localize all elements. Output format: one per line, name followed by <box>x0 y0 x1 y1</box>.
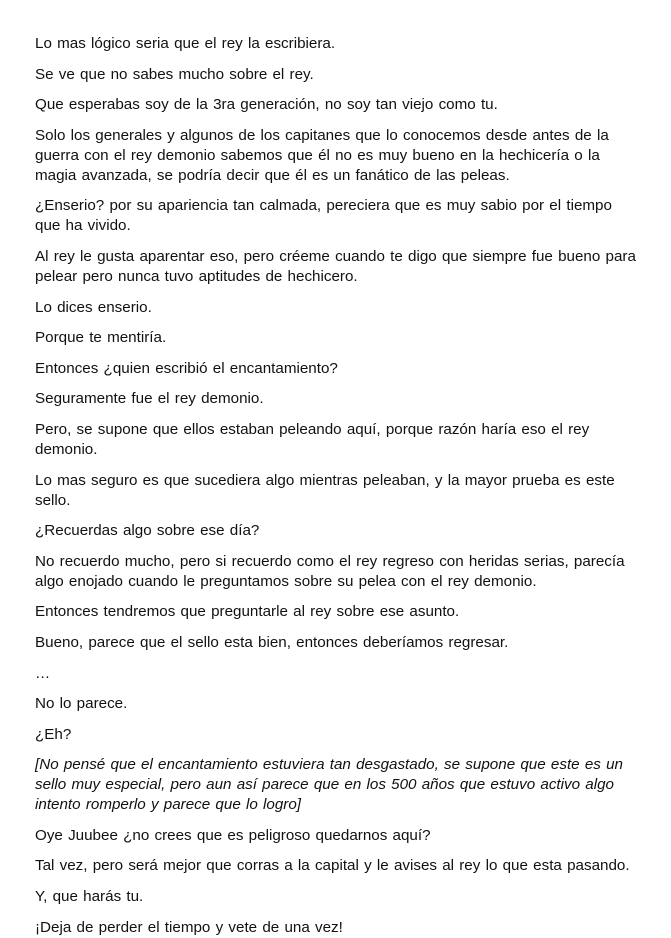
paragraph: Tal vez, pero será mejor que corras a la capital y le avises al rey lo que esta pasando. <box>35 857 630 875</box>
paragraph: Oye Juubee ¿no crees que es peligroso quedarnos aquí? <box>35 826 431 844</box>
paragraph: Solo los generales y algunos de los capitanes que lo conocemos desde antes de la guerra con el rey demonio sabemos que él no es muy bueno en la hechicería o la magia avanzada, se podría decir que él es un fanático de las peleas. <box>35 126 609 184</box>
paragraph: No recuerdo mucho, pero si recuerdo como el rey regreso con heridas serias, parecía algo enojado cuando le preguntamos sobre su pelea con el rey demonio. <box>35 552 625 590</box>
paragraph: Entonces tendremos que preguntarle al rey sobre ese asunto. <box>35 603 460 621</box>
paragraph: Porque te mentiría. <box>35 329 167 347</box>
paragraph: ¿Enserio? por su apariencia tan calmada, pereciera que es muy sabio por el tiempo que ha vivido. <box>35 197 612 235</box>
italic-thought-paragraph: [No pensé que el encantamiento estuviera tan desgastado, se supone que este es un sello muy especial, pero aun así parece que en los 500 años que estuvo activo algo intento romperlo y parece que lo logro] <box>35 756 623 814</box>
paragraph: ¡Deja de perder el tiempo y vete de una vez! <box>35 918 343 936</box>
paragraph: Lo dices enserio. <box>35 298 152 316</box>
paragraph: Lo mas seguro es que sucediera algo mientras peleaban, y la mayor prueba es este sello. <box>35 471 615 509</box>
document-body <box>35 34 641 938</box>
paragraph: No lo parece. <box>35 695 128 713</box>
paragraph: Bueno, parece que el sello esta bien, entonces deberíamos regresar. <box>35 633 509 651</box>
paragraph: ¿Eh? <box>35 725 72 743</box>
paragraph: Lo mas lógico seria que el rey la escribiera. <box>35 35 336 52</box>
paragraph: Y, que harás tu. <box>35 888 144 906</box>
paragraph: Entonces ¿quien escribió el encantamiento? <box>35 359 338 377</box>
paragraph: Se ve que no sabes mucho sobre el rey. <box>35 65 314 83</box>
paragraph: ¿Recuerdas algo sobre ese día? <box>35 522 260 540</box>
paragraph: Que esperabas soy de la 3ra generación, no soy tan viejo como tu. <box>35 96 498 114</box>
paragraph: Pero, se supone que ellos estaban peleando aquí, porque razón haría eso el rey demonio. <box>35 420 590 458</box>
paragraph: Seguramente fue el rey demonio. <box>35 390 264 408</box>
ellipsis-paragraph: … <box>35 664 51 682</box>
paragraph: Al rey le gusta aparentar eso, pero créeme cuando te digo que siempre fue bueno para pelear pero nunca tuvo aptitudes de hechicero. <box>35 247 636 285</box>
